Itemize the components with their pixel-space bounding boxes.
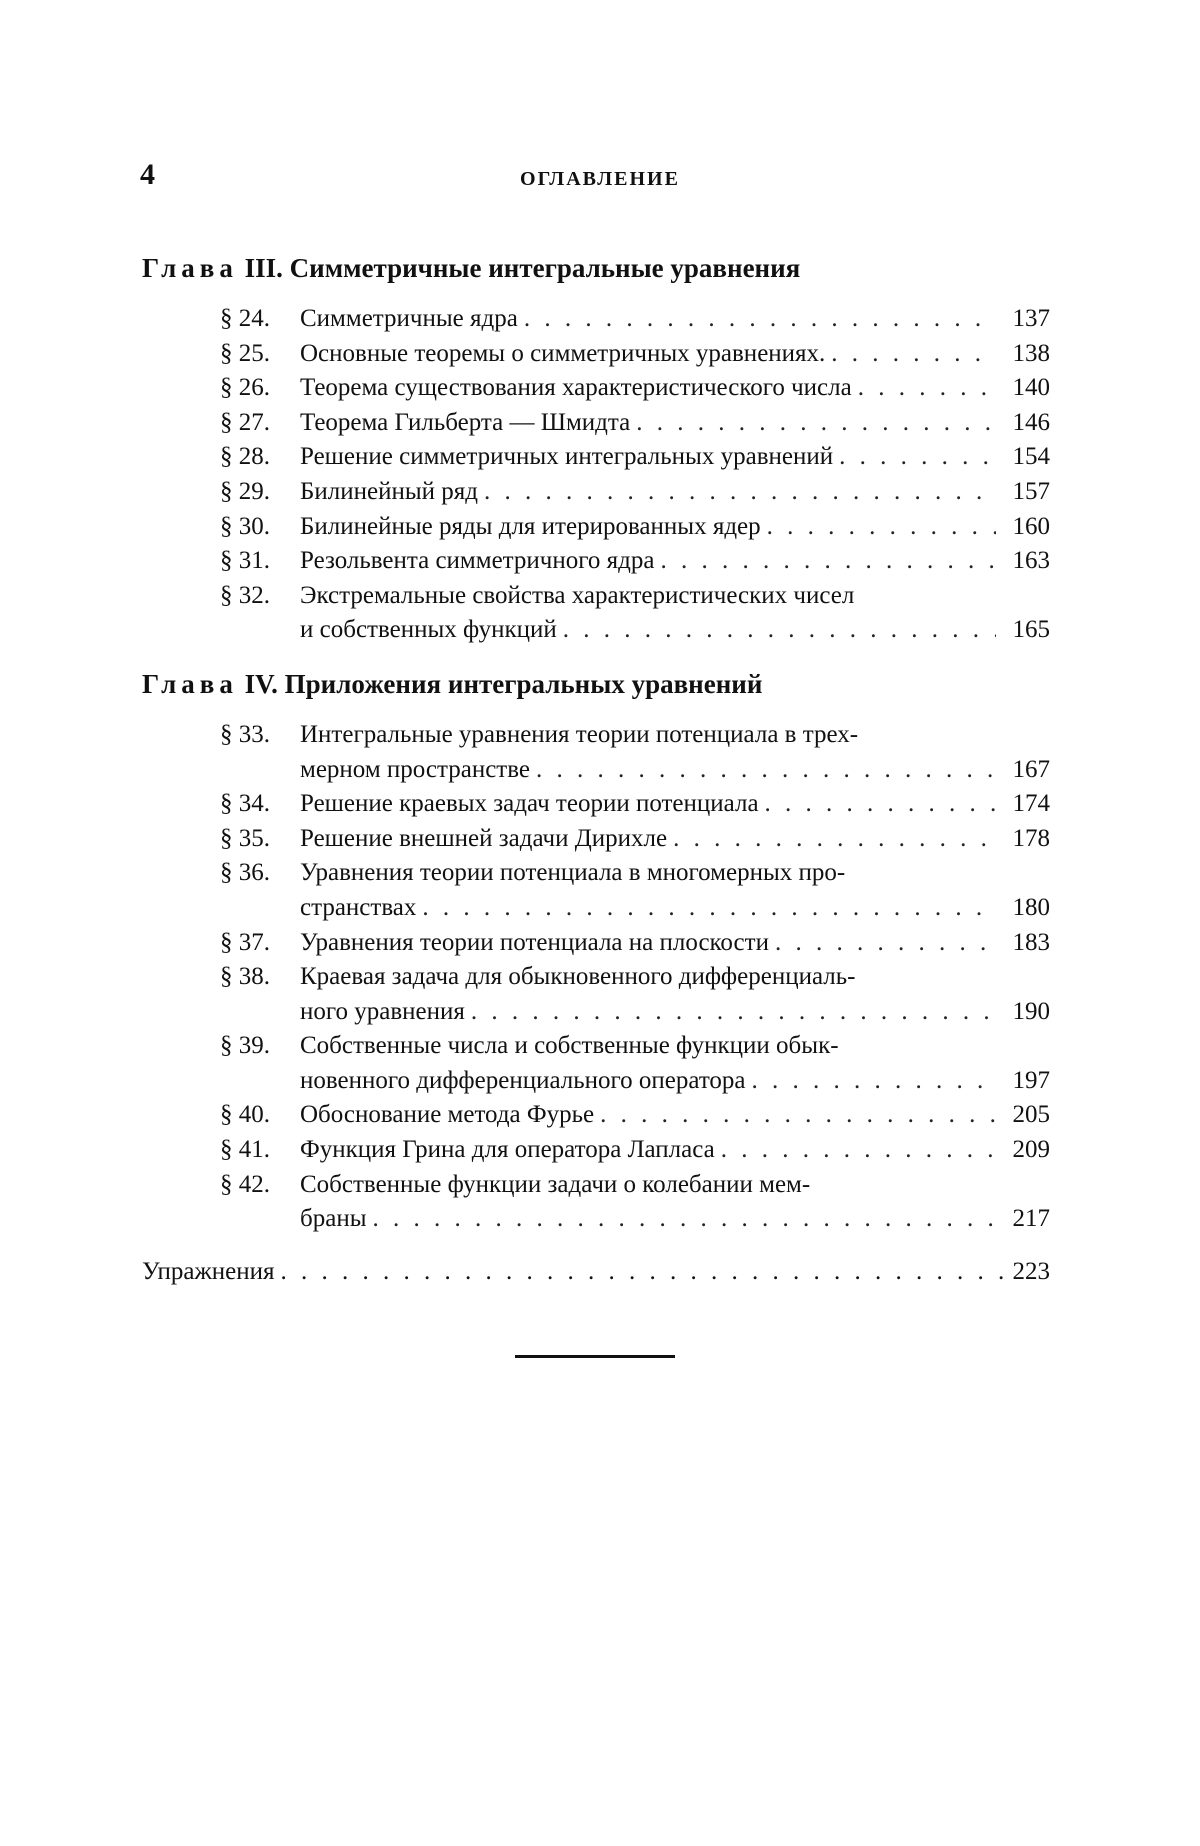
page-ref: 197: [1012, 1066, 1050, 1094]
section-number: § 37.: [220, 928, 270, 956]
dot-leader: [524, 302, 996, 337]
dot-leader: [673, 822, 996, 857]
page-ref: 209: [1012, 1136, 1050, 1164]
section-body: [300, 302, 1050, 337]
section-title-line: [300, 440, 1050, 475]
exercises-entry[interactable]: [142, 1255, 1050, 1290]
page-ref: 157: [1012, 477, 1050, 505]
page-ref: 205: [1012, 1101, 1050, 1129]
page-ref: 146: [1012, 408, 1050, 436]
section-title-text: Решение внешней задачи Дирихле: [300, 824, 668, 852]
section-title-line: [300, 1168, 1050, 1203]
dot-leader: [660, 544, 996, 579]
chapter-heading: [142, 250, 1050, 286]
section-title-line: [300, 718, 1050, 753]
chapter-heading: [142, 666, 1050, 702]
toc-entry[interactable]: [142, 822, 1050, 857]
section-number: § 36.: [220, 859, 270, 887]
toc-entry[interactable]: [142, 926, 1050, 961]
section-title-text: Теорема существования характеристического числа: [300, 374, 852, 402]
toc-entry[interactable]: [142, 1029, 1050, 1098]
section-title-line: [300, 960, 1050, 995]
page-ref: 160: [1012, 512, 1050, 540]
toc-entry[interactable]: [142, 406, 1050, 441]
section-body: [300, 510, 1050, 545]
dot-leader: [422, 891, 996, 926]
section-number: § 39.: [220, 1032, 270, 1060]
section-number: § 29.: [220, 477, 270, 505]
toc-entry[interactable]: [142, 475, 1050, 510]
section-title-line: [300, 544, 1050, 579]
section-title-text: Билинейные ряды для итерированных ядер: [300, 512, 761, 540]
section-body: [300, 406, 1050, 441]
section-number: § 35.: [220, 824, 270, 852]
section-number: § 34.: [220, 790, 270, 818]
section-title-text: Симметричные ядра: [300, 305, 518, 332]
dot-leader: [536, 753, 996, 788]
section-title-line: [300, 822, 1050, 857]
section-title-line: [300, 856, 1050, 891]
toc-entry[interactable]: [142, 718, 1050, 787]
page-ref: 154: [1012, 443, 1050, 471]
section-title-line: [300, 995, 1050, 1030]
section-number: § 41.: [220, 1136, 270, 1164]
section-title-line: [300, 510, 1050, 545]
dot-leader: [858, 371, 996, 406]
section-body: [300, 822, 1050, 857]
section-title-line: [300, 1133, 1050, 1168]
section-body: [300, 960, 1050, 1029]
section-title-text: Собственные функции задачи о колебании мем-: [300, 1170, 811, 1198]
section-body: [300, 579, 1050, 648]
section-number: § 32.: [220, 581, 270, 609]
section-title-text: Экстремальные свойства характеристических чисел: [300, 581, 855, 609]
section-number: § 28.: [220, 443, 270, 471]
page-ref: 167: [1012, 755, 1050, 783]
section-title-line: [300, 579, 1050, 614]
section-body: [300, 926, 1050, 961]
section-list: [142, 302, 1050, 648]
toc-entry[interactable]: [142, 960, 1050, 1029]
page-ref: 165: [1012, 616, 1050, 644]
toc-entry[interactable]: [142, 787, 1050, 822]
page-number: 4: [140, 158, 155, 191]
section-title-text: Собственные числа и собственные функции обык-: [300, 1032, 839, 1060]
chapter-title: Приложения интегральных уравнений: [284, 668, 763, 699]
section-number: § 42.: [220, 1170, 270, 1198]
section-title-text: Билинейный ряд: [300, 477, 478, 505]
page-ref: 137: [1012, 305, 1050, 332]
page-ref: 140: [1012, 374, 1050, 402]
section-title-line: [300, 406, 1050, 441]
toc-entry[interactable]: [142, 579, 1050, 648]
section-title-line: [300, 613, 1050, 648]
dot-leader: [563, 613, 996, 648]
chapter-numeral: III.: [244, 253, 283, 283]
toc-entry[interactable]: [142, 302, 1050, 337]
section-title-line: [300, 337, 1050, 372]
toc-entry[interactable]: [142, 440, 1050, 475]
dot-leader: [721, 1133, 996, 1168]
section-number: § 30.: [220, 512, 270, 540]
section-number: § 24.: [220, 305, 270, 332]
section-number: § 38.: [220, 963, 270, 991]
dot-leader: [839, 440, 996, 475]
section-title-text: Решение краевых задач теории потенциала: [300, 790, 759, 818]
toc-entry[interactable]: [142, 1098, 1050, 1133]
page-ref: 163: [1012, 547, 1050, 575]
chapter-numeral: IV.: [244, 668, 278, 699]
section-title-line: [300, 787, 1050, 822]
section-title-text: Краевая задача для обыкновенного дифференциаль-: [300, 963, 856, 991]
section-title-text: новенного дифференциального оператора: [300, 1066, 746, 1094]
section-body: [300, 371, 1050, 406]
section-number: § 33.: [220, 720, 270, 748]
dot-leader: [280, 1255, 1006, 1290]
section-title-line: [300, 926, 1050, 961]
toc-entry[interactable]: [142, 1168, 1050, 1237]
section-list: [142, 718, 1050, 1237]
table-of-contents: [142, 250, 1050, 1289]
section-title-text: Основные теоремы о симметричных уравнениях.: [300, 339, 826, 367]
section-number: § 31.: [220, 547, 270, 575]
dot-leader: [775, 926, 996, 961]
section-body: [300, 1098, 1050, 1133]
toc-entry[interactable]: [142, 856, 1050, 925]
section-body: [300, 1133, 1050, 1168]
section-title-line: [300, 1064, 1050, 1099]
section-title-line: [300, 891, 1050, 926]
section-number: § 27.: [220, 408, 270, 436]
page-ref: 180: [1012, 893, 1050, 921]
section-title-text: странствах: [300, 893, 417, 921]
dot-leader: [373, 1202, 997, 1237]
section-body: [300, 475, 1050, 510]
section-title-line: [300, 302, 1050, 337]
page-ref: 178: [1012, 824, 1050, 852]
section-title-line: [300, 1029, 1050, 1064]
toc-entry[interactable]: [142, 371, 1050, 406]
section-body: [300, 337, 1050, 372]
end-rule-divider: [515, 1355, 675, 1358]
section-number: § 26.: [220, 374, 270, 402]
chapter-title: Симметричные интегральные уравнения: [289, 253, 801, 283]
section-title-text: и собственных функций: [300, 616, 557, 644]
section-title-text: Интегральные уравнения теории потенциала в трех-: [300, 720, 859, 748]
section-body: [300, 440, 1050, 475]
chapter-prefix: Глава: [142, 668, 238, 699]
section-body: [300, 1029, 1050, 1098]
dot-leader: [600, 1098, 996, 1133]
toc-entry[interactable]: [142, 1133, 1050, 1168]
section-title-line: [300, 475, 1050, 510]
page-ref: 217: [1012, 1205, 1050, 1233]
dot-leader: [484, 475, 996, 510]
section-title-line: [300, 371, 1050, 406]
page-ref: 190: [1012, 997, 1050, 1025]
page-header: [140, 158, 1060, 198]
toc-entry[interactable]: [142, 337, 1050, 372]
running-title: ОГЛАВЛЕНИЕ: [520, 168, 680, 190]
section-title-text: Функция Грина для оператора Лапласа: [300, 1136, 715, 1164]
section-body: [300, 787, 1050, 822]
page-ref: 183: [1012, 928, 1050, 956]
section-number: § 40.: [220, 1101, 270, 1129]
dot-leader: [752, 1064, 996, 1099]
dot-leader: [471, 995, 996, 1030]
section-title-text: Резольвента симметричного ядра: [300, 547, 655, 575]
section-body: [300, 1168, 1050, 1237]
section-body: [300, 544, 1050, 579]
toc-entry[interactable]: [142, 544, 1050, 579]
section-title-text: Уравнения теории потенциала в многомерных про-: [300, 859, 846, 887]
dot-leader: [767, 510, 996, 545]
dot-leader: [636, 406, 996, 441]
section-title-text: мерном пространстве: [300, 755, 530, 783]
section-title-line: [300, 1202, 1050, 1237]
section-body: [300, 718, 1050, 787]
section-title-text: Теорема Гильберта — Шмидта: [300, 408, 631, 436]
section-title-text: ного уравнения: [300, 997, 465, 1025]
section-title-text: Обоснование метода Фурье: [300, 1101, 595, 1129]
section-title-text: Решение симметричных интегральных уравнений: [300, 443, 834, 471]
page-ref: 223: [1012, 1257, 1050, 1285]
dot-leader: [765, 787, 996, 822]
toc-entry[interactable]: [142, 510, 1050, 545]
section-title-text: браны: [300, 1205, 367, 1233]
page-ref: 174: [1012, 790, 1050, 818]
section-body: [300, 856, 1050, 925]
section-number: § 25.: [220, 339, 270, 367]
chapter-prefix: Глава: [142, 253, 238, 283]
exercises-label: Упражнения: [142, 1257, 275, 1285]
section-title-line: [300, 753, 1050, 788]
section-title-text: Уравнения теории потенциала на плоскости: [300, 928, 769, 956]
section-title-line: [300, 1098, 1050, 1133]
dot-leader: [831, 337, 996, 372]
page-ref: 138: [1012, 339, 1050, 367]
